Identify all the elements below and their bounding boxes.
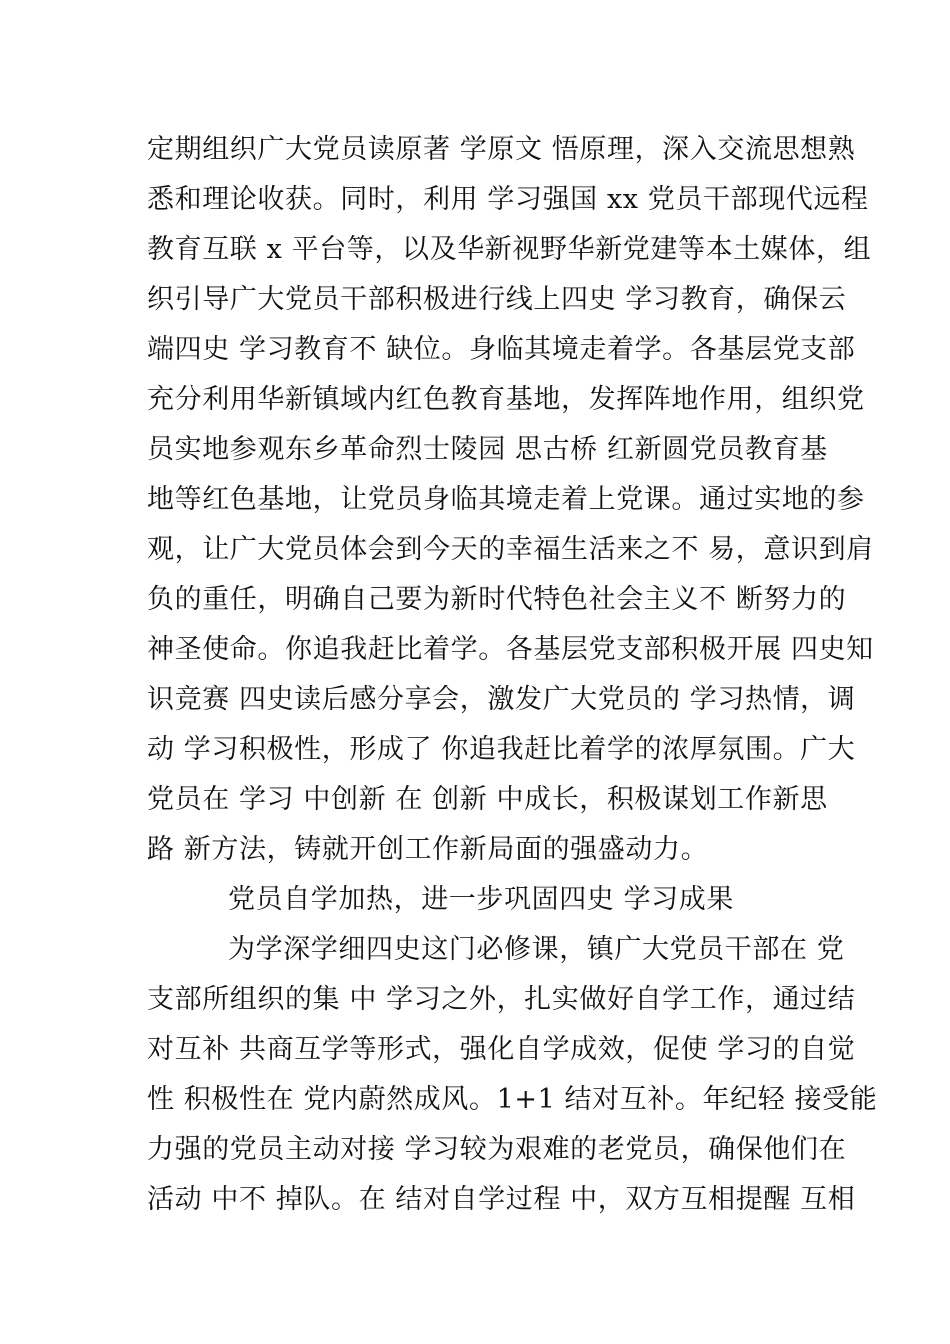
paragraph-line: 动 学习积极性，形成了 你追我赶比着学的浓厚氛围。广大 <box>147 734 856 765</box>
paragraph-line: 识竞赛 四史读后感分享会，激发广大党员的 学习热情，调 <box>147 684 856 715</box>
paragraph-line: 充分利用华新镇域内红色教育基地，发挥阵地作用，组织党 <box>147 384 865 415</box>
paragraph-line: 员实地参观东乡革命烈士陵园 思古桥 红新圆党员教育基 <box>147 434 828 465</box>
paragraph-line: 织引导广大党员干部积极进行线上四史 学习教育，确保云 <box>147 284 847 315</box>
paragraph-line: 负的重任，明确自己要为新时代特色社会主义不 断努力的 <box>147 584 847 615</box>
paragraph-line: 对互补 共商互学等形式，强化自学成效，促使 学习的自觉 <box>147 1034 856 1065</box>
paragraph-line: 为学深学细四史这门必修课，镇广大党员干部在 党 <box>228 934 845 965</box>
paragraph-line: 性 积极性在 党内蔚然成风。1+1 结对互补。年纪轻 接受能 <box>147 1084 878 1115</box>
paragraph-line: 路 新方法，铸就开创工作新局面的强盛动力。 <box>147 834 709 865</box>
paragraph-line: 力强的党员主动对接 学习较为艰难的老党员，确保他们在 <box>147 1134 847 1165</box>
paragraph-line: 支部所组织的集 中 学习之外，扎实做好自学工作，通过结 <box>147 984 856 1015</box>
paragraph-line: 定期组织广大党员读原著 学原文 悟原理，深入交流思想熟 <box>147 134 856 165</box>
paragraph-line: 端四史 学习教育不 缺位。身临其境走着学。各基层党支部 <box>147 334 856 365</box>
paragraph-line: 观，让广大党员体会到今天的幸福生活来之不 易，意识到肩 <box>147 534 874 565</box>
paragraph-line: 地等红色基地，让党员身临其境走着上党课。通过实地的参 <box>147 484 865 515</box>
paragraph-line: 活动 中不 掉队。在 结对自学过程 中，双方互相提醒 互相 <box>147 1184 856 1215</box>
section-heading: 党员自学加热，进一步巩固四史 学习成果 <box>228 884 734 915</box>
paragraph-line: 党员在 学习 中创新 在 创新 中成长，积极谋划工作新思 <box>147 784 828 815</box>
paragraph-line: 悉和理论收获。同时，利用 学习强国 xx 党员干部现代远程 <box>147 184 869 215</box>
paragraph-line: 教育互联 x 平台等，以及华新视野华新党建等本土媒体，组 <box>147 234 872 265</box>
paragraph-line: 神圣使命。你追我赶比着学。各基层党支部积极开展 四史知 <box>147 634 874 665</box>
